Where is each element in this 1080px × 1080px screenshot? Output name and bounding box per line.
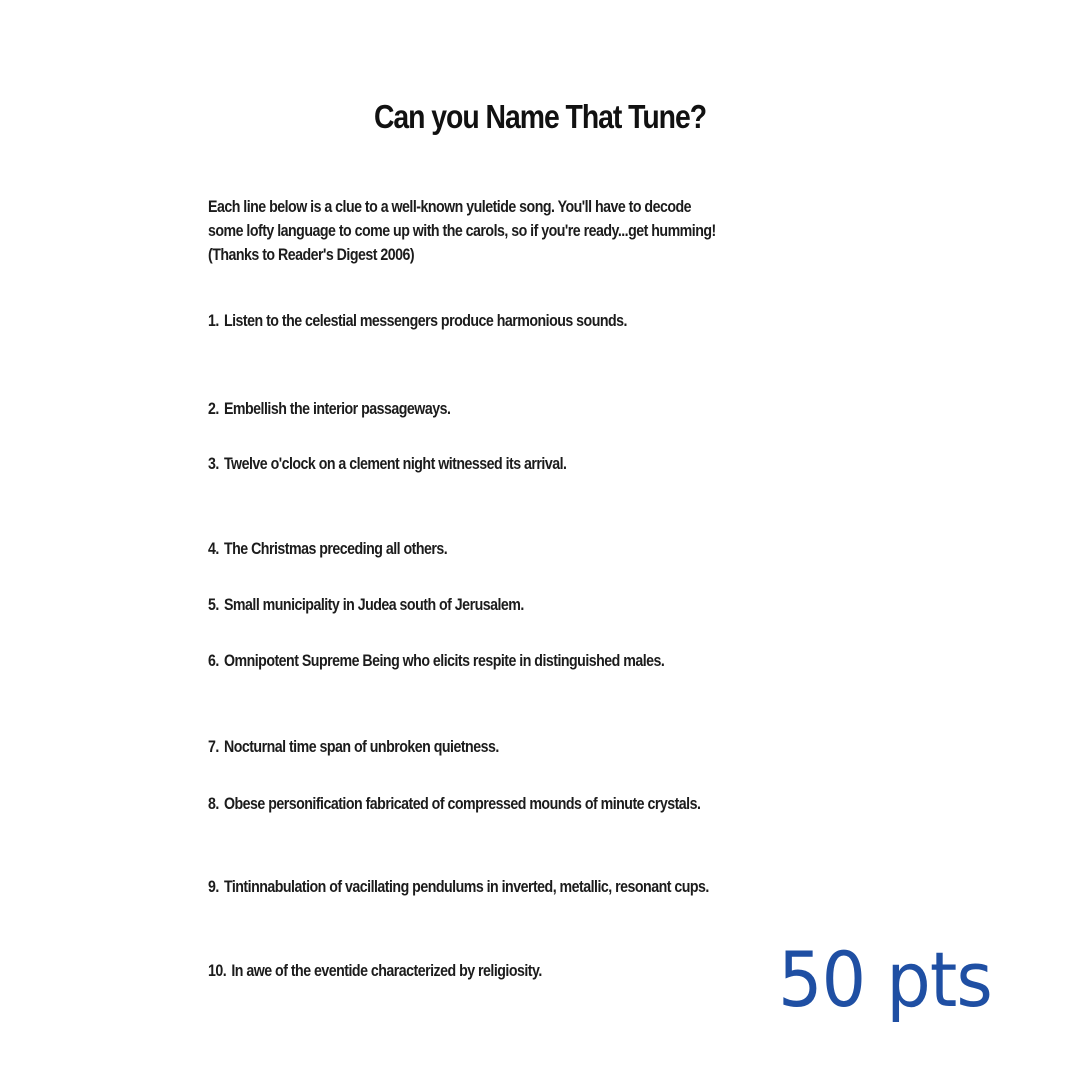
points-label: 50 pts [778, 935, 992, 1024]
clue-number: 4. [208, 540, 219, 558]
clue-number: 9. [208, 878, 219, 896]
clue-item-2 [208, 400, 450, 419]
clue-item-7 [208, 738, 499, 757]
clue-text: Omnipotent Supreme Being who elicits respite in distinguished males. [223, 652, 665, 670]
clue-number: 7. [208, 738, 219, 756]
page-title: Can you Name That Tune? [373, 98, 707, 135]
clue-number: 5. [208, 596, 219, 614]
clue-number: 10. [208, 962, 227, 980]
intro-line: Each line below is a clue to a well-known yuletide song. You'll have to decode [208, 198, 692, 216]
clue-item-8 [208, 795, 700, 814]
clue-text: In awe of the eventide characterized by religiosity. [231, 962, 542, 980]
clue-text: The Christmas preceding all others. [223, 540, 448, 558]
clue-item-5 [208, 596, 524, 615]
clue-text: Embellish the interior passageways. [223, 400, 451, 418]
clue-text: Small municipality in Judea south of Jerusalem. [223, 596, 524, 614]
clue-item-9 [208, 878, 709, 897]
intro-line: some lofty language to come up with the carols, so if you're ready...get humming! [208, 222, 716, 240]
clue-text: Obese personification fabricated of compressed mounds of minute crystals. [223, 795, 701, 813]
clue-number: 2. [208, 400, 219, 418]
clue-number: 1. [208, 312, 219, 330]
clue-item-4 [208, 540, 447, 559]
clue-text: Nocturnal time span of unbroken quietness. [223, 738, 499, 756]
intro-line: (Thanks to Reader's Digest 2006) [208, 246, 415, 264]
intro-paragraph [208, 195, 896, 267]
clue-number: 3. [208, 455, 219, 473]
clue-text: Listen to the celestial messengers produce harmonious sounds. [223, 312, 627, 330]
clue-text: Tintinnabulation of vacillating pendulums in inverted, metallic, resonant cups. [223, 878, 709, 896]
clue-item-3 [208, 455, 566, 474]
clue-text: Twelve o'clock on a clement night witnessed its arrival. [223, 455, 567, 473]
clue-item-6 [208, 652, 664, 671]
clue-item-10 [208, 962, 542, 981]
clue-number: 8. [208, 795, 219, 813]
clue-number: 6. [208, 652, 219, 670]
clue-item-1 [208, 312, 627, 331]
